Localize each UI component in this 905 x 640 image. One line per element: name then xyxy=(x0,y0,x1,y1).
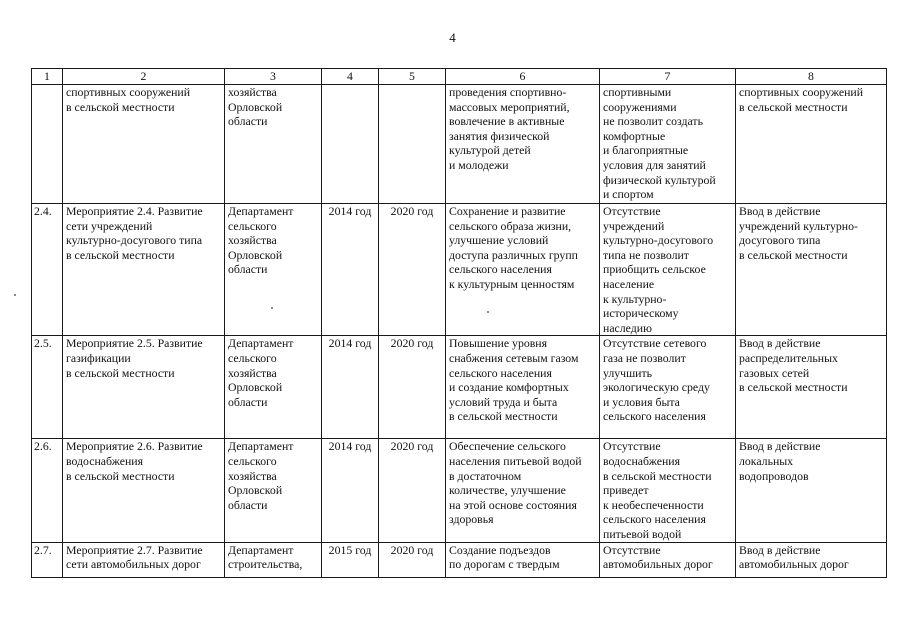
cell-executor xyxy=(225,85,322,204)
column-header: 1 xyxy=(32,69,63,85)
cell-end-year: 2020 год xyxy=(379,336,446,439)
cell-line: вовлечение в активные xyxy=(449,114,565,129)
cell-line: Отсутствие сетевого xyxy=(603,336,707,351)
cell-line: газовых сетей xyxy=(739,365,810,380)
scan-artifact xyxy=(271,307,273,309)
cell-line: в сельской местности xyxy=(66,468,175,483)
cell-number: 2.6. xyxy=(32,439,63,542)
cell-line: в сельской местности xyxy=(449,409,558,424)
cell-consequence xyxy=(600,336,736,439)
cell-end-year: 2020 год xyxy=(379,439,446,542)
table-body xyxy=(32,85,887,578)
cell-line: условия для занятий xyxy=(603,157,706,172)
cell-line: Мероприятие 2.5. Развитие xyxy=(66,336,203,351)
cell-effect xyxy=(446,439,600,542)
cell-line: культурно-досугового типа xyxy=(66,233,203,248)
column-header: 4 xyxy=(322,69,379,85)
cell-line: хозяйства xyxy=(228,85,277,99)
cell-line: Отсутствие xyxy=(603,439,661,454)
cell-line: к культурным ценностям xyxy=(449,276,575,291)
cell-result xyxy=(736,204,887,336)
cell-line: Повышение уровня xyxy=(449,336,548,351)
cell-line: области xyxy=(228,394,268,409)
cell-line: в сельской местности xyxy=(66,247,175,262)
cell-line: Ввод в действие xyxy=(739,204,821,218)
table-row xyxy=(32,336,887,439)
cell-start-year: 2015 год xyxy=(322,542,379,577)
cell-line: области xyxy=(228,114,268,129)
cell-line: локальных xyxy=(739,453,794,468)
column-header: 6 xyxy=(446,69,600,85)
cell-line: Департамент xyxy=(228,204,294,218)
cell-measure-name xyxy=(63,439,225,542)
cell-line: условий труда и быта xyxy=(449,394,558,409)
cell-line: и условия быта xyxy=(603,394,680,409)
scan-artifact xyxy=(487,311,489,313)
cell-line: Департамент xyxy=(228,542,294,557)
cell-line: экологическую среду xyxy=(603,380,710,395)
cell-line: в сельской местности xyxy=(739,247,848,262)
cell-line: сельского xyxy=(228,350,277,365)
cell-line: Ввод в действие xyxy=(739,439,821,454)
cell-line: не позволит создать xyxy=(603,114,703,129)
cell-line: к необеспеченности xyxy=(603,497,704,512)
cell-line: хозяйства xyxy=(228,365,277,380)
cell-effect xyxy=(446,204,600,336)
cell-line: Отсутствие xyxy=(603,542,661,557)
cell-line: и благоприятные xyxy=(603,143,689,158)
cell-line: улучшение условий xyxy=(449,233,549,248)
cell-line: сооружениями xyxy=(603,99,677,114)
cell-line: строительства, xyxy=(228,557,303,572)
cell-line: Обеспечение сельского xyxy=(449,439,566,454)
cell-start-year: 2014 год xyxy=(322,439,379,542)
cell-line: Мероприятие 2.7. Развитие xyxy=(66,542,203,557)
cell-line: спортивными xyxy=(603,85,672,99)
cell-line: области xyxy=(228,262,268,277)
column-header: 5 xyxy=(379,69,446,85)
cell-line: в сельской местности xyxy=(603,468,712,483)
cell-line: Департамент xyxy=(228,439,294,454)
cell-result xyxy=(736,542,887,577)
cell-line: сельского xyxy=(228,218,277,233)
cell-line: сельского населения xyxy=(449,365,552,380)
cell-line: учреждений культурно- xyxy=(739,218,858,233)
cell-line: хозяйства xyxy=(228,233,277,248)
cell-executor xyxy=(225,204,322,336)
cell-line: Орловской xyxy=(228,483,283,498)
cell-number: 2.7. xyxy=(32,542,63,577)
table-row xyxy=(32,204,887,336)
column-header: 7 xyxy=(600,69,736,85)
cell-consequence xyxy=(600,439,736,542)
cell-line: Орловской xyxy=(228,247,283,262)
cell-line: Орловской xyxy=(228,380,283,395)
cell-line: и молодежи xyxy=(449,157,509,172)
cell-line: сельского образа жизни, xyxy=(449,218,572,233)
cell-line: наследию xyxy=(603,320,652,335)
cell-line: снабжения сетевым газом xyxy=(449,350,579,365)
cell-line: сети учреждений xyxy=(66,218,153,233)
cell-line: комфортные xyxy=(603,128,666,143)
cell-line: улучшить xyxy=(603,365,653,380)
cell-effect xyxy=(446,336,600,439)
cell-line: проведения спортивно- xyxy=(449,85,567,99)
cell-consequence xyxy=(600,542,736,577)
cell-effect xyxy=(446,85,600,204)
cell-line: спортивных сооружений xyxy=(66,85,191,99)
cell-line: автомобильных дорог xyxy=(603,557,713,572)
cell-start-year: 2014 год xyxy=(322,204,379,336)
cell-executor xyxy=(225,542,322,577)
cell-line: приведет xyxy=(603,483,649,498)
cell-start-year xyxy=(322,85,379,204)
cell-line: автомобильных дорог xyxy=(739,557,849,572)
cell-end-year xyxy=(379,85,446,204)
cell-line: в сельской местности xyxy=(739,99,848,114)
cell-line: Ввод в действие xyxy=(739,336,821,351)
cell-line: учреждений xyxy=(603,218,665,233)
cell-line: и создание комфортных xyxy=(449,380,569,395)
cell-line: культурно-досугового xyxy=(603,233,714,248)
cell-line: сельского населения xyxy=(603,409,706,424)
scan-artifact xyxy=(14,294,16,296)
cell-number: 2.5. xyxy=(32,336,63,439)
header-row xyxy=(32,69,887,85)
cell-measure-name xyxy=(63,542,225,577)
cell-line: сельского населения xyxy=(449,262,552,277)
cell-executor xyxy=(225,439,322,542)
cell-line: культурой детей xyxy=(449,143,531,158)
cell-line: типа не позволит xyxy=(603,247,689,262)
cell-result xyxy=(736,439,887,542)
cell-measure-name xyxy=(63,336,225,439)
column-header: 8 xyxy=(736,69,887,85)
cell-line: спортивных сооружений xyxy=(739,85,864,99)
cell-line: Департамент xyxy=(228,336,294,351)
cell-executor xyxy=(225,336,322,439)
cell-end-year: 2020 год xyxy=(379,542,446,577)
cell-line: к культурно- xyxy=(603,291,667,306)
cell-line: в сельской местности xyxy=(739,380,848,395)
cell-line: массовых мероприятий, xyxy=(449,99,570,114)
cell-line: население xyxy=(603,276,655,291)
column-header: 2 xyxy=(63,69,225,85)
cell-consequence xyxy=(600,204,736,336)
cell-line: области xyxy=(228,497,268,512)
cell-line: приобщить сельское xyxy=(603,262,706,277)
cell-start-year: 2014 год xyxy=(322,336,379,439)
table-header xyxy=(32,69,887,85)
cell-result xyxy=(736,336,887,439)
table-row xyxy=(32,439,887,542)
cell-line: Отсутствие xyxy=(603,204,661,218)
cell-line: Мероприятие 2.4. Развитие xyxy=(66,204,203,218)
cell-line: газификации xyxy=(66,350,131,365)
column-header: 3 xyxy=(225,69,322,85)
cell-line: сельского населения xyxy=(603,512,706,527)
cell-line: Орловской xyxy=(228,99,283,114)
cell-line: здоровья xyxy=(449,512,494,527)
cell-line: Ввод в действие xyxy=(739,542,821,557)
cell-line: газа не позволит xyxy=(603,350,686,365)
table-row xyxy=(32,542,887,577)
cell-line: распределительных xyxy=(739,350,838,365)
cell-line: историческому xyxy=(603,306,679,321)
cell-line: хозяйства xyxy=(228,468,277,483)
cell-line: Сохранение и развитие xyxy=(449,204,566,218)
cell-line: питьевой водой xyxy=(603,526,682,541)
cell-line: по дорогам с твердым xyxy=(449,557,560,572)
table-row-continuation xyxy=(32,85,887,204)
cell-line: водопроводов xyxy=(739,468,809,483)
cell-consequence xyxy=(600,85,736,204)
cell-number xyxy=(32,85,63,204)
cell-line: доступа различных групп xyxy=(449,247,578,262)
page-number: 4 xyxy=(449,30,456,45)
cell-line: количестве, улучшение xyxy=(449,483,566,498)
cell-line: в сельской местности xyxy=(66,99,175,114)
cell-line: и спортом xyxy=(603,187,654,202)
program-measures-table xyxy=(31,68,887,578)
cell-line: водоснабжения xyxy=(603,453,681,468)
cell-end-year: 2020 год xyxy=(379,204,446,336)
cell-line: физической культурой xyxy=(603,172,716,187)
cell-line: занятия физической xyxy=(449,128,550,143)
cell-line: на этой основе состояния xyxy=(449,497,577,512)
cell-line: сельского xyxy=(228,453,277,468)
cell-line: водоснабжения xyxy=(66,453,144,468)
cell-result xyxy=(736,85,887,204)
cell-line: Мероприятие 2.6. Развитие xyxy=(66,439,203,454)
cell-number: 2.4. xyxy=(32,204,63,336)
cell-effect xyxy=(446,542,600,577)
cell-line: досугового типа xyxy=(739,233,821,248)
cell-line: Создание подъездов xyxy=(449,542,551,557)
cell-measure-name xyxy=(63,204,225,336)
cell-line: населения питьевой водой xyxy=(449,453,582,468)
cell-measure-name xyxy=(63,85,225,204)
cell-line: в сельской местности xyxy=(66,365,175,380)
cell-line: сети автомобильных дорог xyxy=(66,557,201,572)
cell-line: в достаточном xyxy=(449,468,522,483)
